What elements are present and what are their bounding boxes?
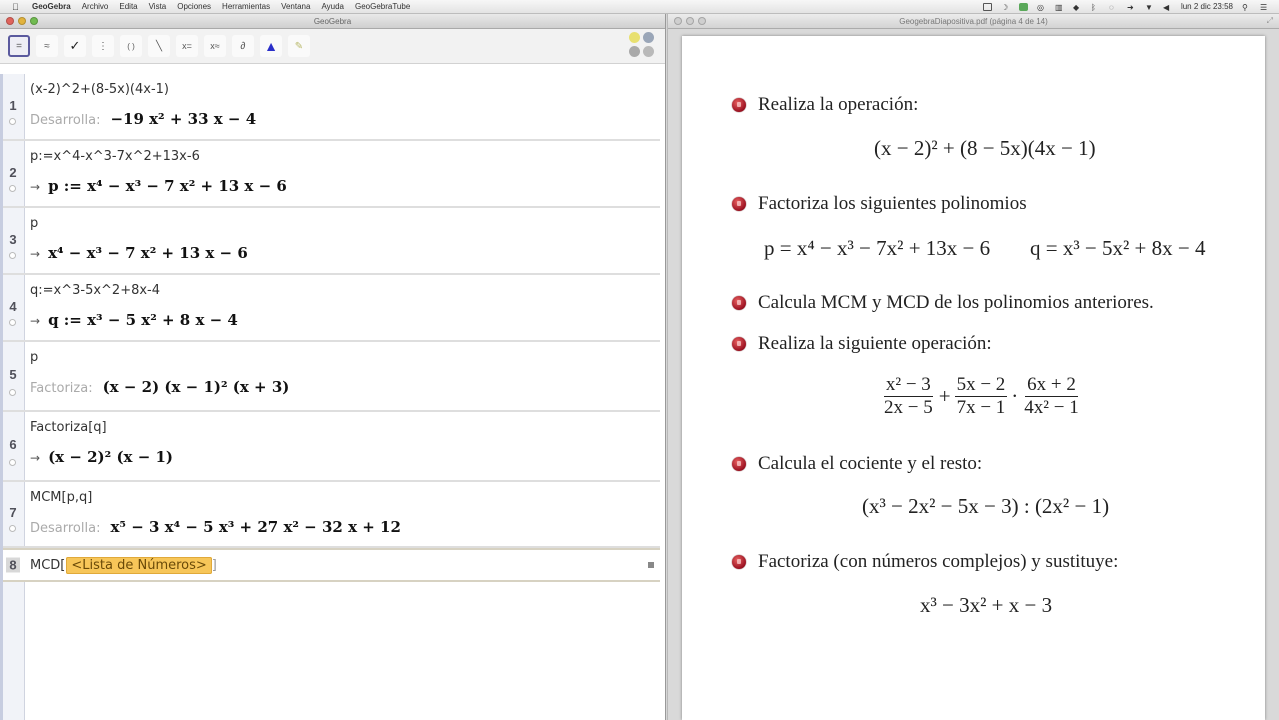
- zoom-window-button[interactable]: [30, 17, 38, 25]
- menu-herramientas[interactable]: Herramientas: [222, 2, 271, 11]
- exercise-1-math: (x − 2)² + (8 − 5x)(4x − 1): [874, 136, 1096, 160]
- arrow-icon: →: [30, 314, 41, 328]
- fraction-1: $\frac{\text{x² − 3}}{2x - 5}$: [884, 374, 933, 418]
- cas-output: [30, 518, 401, 536]
- exercise-2: [732, 193, 1027, 215]
- cas-input[interactable]: p: [30, 350, 39, 365]
- solve-numerically-tool-button[interactable]: [204, 35, 226, 57]
- cas-input[interactable]: MCM[p,q]: [30, 490, 93, 505]
- evaluate-tool-button[interactable]: [8, 35, 30, 57]
- probability-tool-button[interactable]: [288, 35, 310, 57]
- arrow-icon: →: [30, 180, 41, 194]
- row-number: 8: [6, 558, 20, 573]
- notification-center-icon[interactable]: ☰: [1260, 2, 1268, 12]
- pdf-preview-window: [668, 14, 1279, 720]
- rational-expression: [882, 374, 1081, 419]
- output-value: p := x⁴ − x³ − 7 x² + 13 x − 6: [48, 177, 287, 195]
- arrow-icon[interactable]: ➜: [1126, 2, 1134, 12]
- timemachine-icon[interactable]: ◌: [1108, 2, 1114, 12]
- exercise-text: Calcula el cociente y el resto:: [758, 453, 983, 474]
- status-area: [983, 2, 1269, 11]
- apple-menu-icon[interactable]: [12, 2, 22, 12]
- fraction-2: $\frac{5x - 2}{7x - 1}$: [956, 374, 1006, 418]
- keep-input-tool-button[interactable]: [64, 35, 86, 57]
- menu-ayuda[interactable]: Ayuda: [321, 2, 344, 11]
- checkmark-icon: ✓: [69, 38, 81, 53]
- cas-output: [30, 448, 173, 466]
- output-value: (x − 2)² (x − 1): [48, 448, 174, 466]
- numeric-tool-button[interactable]: [36, 35, 58, 57]
- approx-icon: ≈: [44, 40, 50, 52]
- adobe-icon[interactable]: ▥: [1054, 2, 1063, 12]
- row-menu-icon[interactable]: [648, 562, 654, 568]
- polynomial-p: p = x⁴ − x³ − 7x² + 13x − 6: [764, 236, 991, 260]
- cas-view: [0, 74, 660, 720]
- cas-output: [30, 311, 238, 329]
- menu-edita[interactable]: Edita: [119, 2, 138, 11]
- pdf-window-title: GeogebraDiapositiva.pdf (página 4 de 14): [899, 16, 1048, 26]
- expand-tool-button[interactable]: [120, 35, 142, 57]
- solve-tool-button[interactable]: [176, 35, 198, 57]
- menu-ventana[interactable]: Ventana: [281, 2, 311, 11]
- row-number: 2: [9, 164, 17, 180]
- macos-menu-bar: [0, 0, 1279, 14]
- factor-icon: ⋮: [98, 40, 108, 52]
- cas-row-7[interactable]: [3, 482, 660, 548]
- output-label: Factoriza:: [30, 381, 93, 396]
- integral-tool-button[interactable]: [260, 35, 282, 57]
- equals-icon: =: [16, 40, 22, 52]
- fullscreen-icon[interactable]: ⤢: [1266, 16, 1273, 25]
- close-window-button[interactable]: [6, 17, 14, 25]
- cas-input[interactable]: q:=x^3-5x^2+8x-4: [30, 283, 161, 298]
- exercise-5-math: (x³ − 2x² − 5x − 3) : (2x² − 1): [862, 494, 1110, 518]
- visibility-toggle[interactable]: [9, 459, 16, 466]
- battery-icon[interactable]: [983, 3, 992, 11]
- close-window-button[interactable]: [674, 17, 682, 25]
- cas-input[interactable]: p:=x^4-x^3-7x^2+13x-6: [30, 149, 200, 164]
- exercise-6: [732, 551, 1118, 573]
- app-status-icon[interactable]: [1019, 3, 1028, 11]
- bullet-icon: [732, 197, 746, 211]
- substitute-icon: ╲: [155, 40, 163, 52]
- bluetooth-icon[interactable]: ᛒ: [1090, 2, 1096, 12]
- clock[interactable]: lun 2 dic 23:58: [1180, 2, 1233, 11]
- cas-input[interactable]: Factoriza[q]: [30, 420, 107, 435]
- output-label: Desarrolla:: [30, 113, 101, 128]
- minimize-window-button[interactable]: [686, 17, 694, 25]
- output-label: Desarrolla:: [30, 521, 101, 536]
- help-icon[interactable]: [629, 46, 640, 57]
- exercise-5: [732, 453, 982, 475]
- exercise-text: Factoriza los siguientes polinomios: [758, 193, 1027, 214]
- undo-icon[interactable]: [629, 32, 640, 43]
- bullet-icon: [732, 296, 746, 310]
- visibility-toggle[interactable]: [9, 319, 16, 326]
- menu-app-name[interactable]: GeoGebra: [32, 2, 71, 11]
- cas-input[interactable]: p: [30, 216, 39, 231]
- minimize-window-button[interactable]: [18, 17, 26, 25]
- menu-opciones[interactable]: Opciones: [177, 2, 212, 11]
- geogebra-titlebar[interactable]: [0, 14, 665, 29]
- exercise-text: Realiza la siguiente operación:: [758, 333, 992, 354]
- dropbox-icon[interactable]: ◆: [1072, 2, 1080, 12]
- exercise-4: [732, 333, 992, 355]
- argument-placeholder[interactable]: <Lista de Números>: [66, 557, 211, 574]
- derivative-tool-button[interactable]: [232, 35, 254, 57]
- distribution-icon: ▲: [264, 38, 278, 54]
- cas-row-3[interactable]: [3, 208, 660, 275]
- solve-numeric-icon: x≈: [210, 41, 220, 51]
- cas-output: [30, 378, 289, 396]
- bullet-icon: [732, 337, 746, 351]
- arrow-icon: →: [30, 247, 41, 261]
- bullet-icon: [732, 457, 746, 471]
- window-title: GeoGebra: [313, 16, 352, 26]
- solve-icon: x=: [182, 41, 192, 51]
- pencil-icon: ✎: [294, 40, 304, 52]
- exercise-text: Realiza la operación:: [758, 94, 919, 115]
- row-number: 3: [9, 231, 17, 247]
- row-number: 7: [9, 505, 17, 520]
- cas-row-4[interactable]: [3, 275, 660, 342]
- arrow-icon: →: [30, 451, 41, 465]
- derivative-icon: ∂: [240, 40, 246, 52]
- visibility-toggle[interactable]: [9, 118, 16, 125]
- exercise-text: Calcula MCM y MCD de los polinomios anteriores.: [758, 292, 1154, 313]
- menu-archivo[interactable]: Archivo: [81, 2, 109, 11]
- row-number: 1: [9, 97, 17, 113]
- output-value: (x − 2) (x − 1)² (x + 3): [102, 378, 290, 396]
- visibility-toggle[interactable]: [9, 185, 16, 192]
- volume-icon[interactable]: ◀: [1162, 2, 1170, 12]
- visibility-toggle[interactable]: [9, 389, 16, 396]
- visibility-toggle[interactable]: [9, 252, 16, 259]
- command-suffix: ]: [211, 558, 217, 573]
- fraction-3: $\frac{6x + 2}{\text{4x² − 1}}$: [1024, 374, 1079, 418]
- bullet-icon: [732, 98, 746, 112]
- output-value: q := x³ − 5 x² + 8 x − 4: [48, 311, 238, 329]
- wifi-icon[interactable]: ▼: [1144, 2, 1153, 12]
- operator-plus: +: [938, 384, 951, 408]
- exercise-3: [732, 292, 1154, 314]
- polynomial-q: q = x³ − 5x² + 8x − 4: [1030, 236, 1206, 260]
- row-number: 6: [9, 437, 17, 452]
- cas-row-5[interactable]: [3, 342, 660, 412]
- moon-icon[interactable]: ☽: [1000, 2, 1009, 12]
- exercise-text: Factoriza (con números complejos) y sustituye:: [758, 551, 1119, 572]
- zoom-window-button[interactable]: [698, 17, 706, 25]
- exercise-1: [732, 94, 918, 116]
- output-value: x⁴ − x³ − 7 x² + 13 x − 6: [48, 244, 248, 262]
- pdf-titlebar[interactable]: [668, 14, 1279, 29]
- output-value: −19 x² + 33 x − 4: [110, 110, 257, 128]
- sync-icon[interactable]: ◎: [1036, 2, 1044, 12]
- cas-input[interactable]: (x-2)^2+(8-5x)(4x-1): [30, 82, 169, 97]
- substitute-tool-button[interactable]: [148, 35, 170, 57]
- pdf-page: [682, 36, 1265, 720]
- row-number: 4: [9, 298, 17, 314]
- cas-row-6[interactable]: [3, 412, 660, 482]
- operator-times: ·: [1011, 384, 1019, 408]
- exercise-6-math: x³ − 3x² + x − 3: [920, 593, 1053, 617]
- command-prefix: MCD[: [30, 558, 66, 573]
- row-number: 5: [9, 367, 17, 382]
- cas-output: [30, 177, 287, 195]
- cas-row-2[interactable]: [3, 141, 660, 208]
- cas-toolbar: [0, 29, 665, 64]
- redo-icon[interactable]: [643, 32, 654, 43]
- cas-output: [30, 110, 256, 128]
- menu-geogebratube[interactable]: GeoGebraTube: [354, 2, 411, 11]
- cas-active-input[interactable]: [30, 558, 217, 573]
- parentheses-icon: ( ): [127, 41, 135, 51]
- spotlight-search-icon[interactable]: ⚲: [1242, 2, 1248, 12]
- geogebra-window: [0, 14, 666, 720]
- visibility-toggle[interactable]: [9, 525, 16, 532]
- cas-row-8-active[interactable]: [3, 548, 660, 582]
- toolbar-right-controls: [629, 32, 655, 57]
- bullet-icon: [732, 555, 746, 569]
- output-value: x⁵ − 3 x⁴ − 5 x³ + 27 x² − 32 x + 12: [110, 518, 401, 536]
- settings-icon[interactable]: [643, 46, 654, 57]
- cas-row-1[interactable]: [3, 74, 660, 141]
- menu-vista[interactable]: Vista: [148, 2, 167, 11]
- cas-output: [30, 244, 248, 262]
- factor-tool-button[interactable]: [92, 35, 114, 57]
